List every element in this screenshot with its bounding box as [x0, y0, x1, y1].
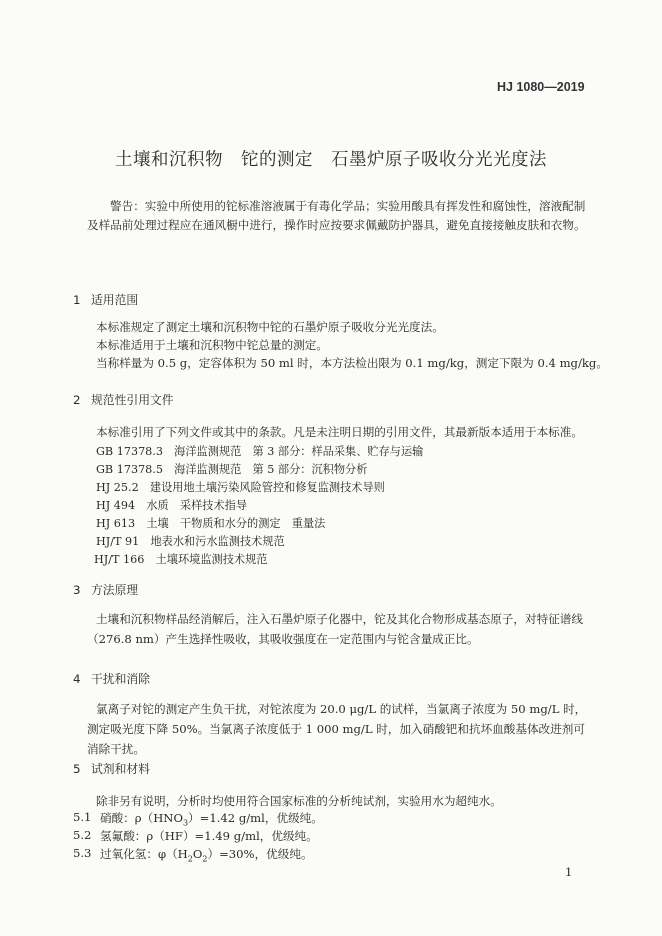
reagent-item	[100, 810, 323, 827]
section-number: 4	[73, 672, 81, 686]
section-title: 试剂和材料	[91, 762, 150, 776]
reagent-item	[100, 828, 318, 844]
page-number: 1	[565, 865, 573, 879]
section-number: 2	[73, 393, 81, 407]
reference-item: HJ/T 166 土壤环境监测技术规范	[94, 553, 268, 566]
section-5-heading	[73, 760, 150, 777]
section-3-paragraph	[87, 609, 592, 649]
section-4-paragraph	[87, 699, 592, 759]
warning-paragraph	[87, 197, 592, 235]
item-number: 5.3	[73, 846, 92, 860]
section-1-paragraph-3: 当称样量为 0.5 g，定容体积为 50 ml 时，本方法检出限为 0.1 mg/kg，测定下限为 0.4 mg/kg。	[96, 356, 608, 370]
section-title: 适用范围	[91, 293, 139, 307]
subscript: 3	[182, 818, 189, 828]
section-1-heading	[73, 291, 138, 308]
reference-item: HJ 613 土壤 干物质和水分的测定 重量法	[96, 517, 326, 530]
section-number: 3	[73, 583, 81, 597]
section-number: 5	[73, 762, 81, 776]
subscript: 2	[187, 854, 193, 864]
warning-text: 警告：实验中所使用的铊标准溶液属于有毒化学品；实验用酸具有挥发性和腐蚀性，溶液配制及样品前处理过程应在通风橱中进行，操作时应按要求佩戴防护器具，避免直接接触皮肤和衣物。	[87, 199, 586, 232]
section-2-heading	[73, 391, 174, 408]
section-4-text: 氯离子对铊的测定产生负干扰，对铊浓度为 20.0 μg/L 的试样，当氯离子浓度为 50 mg/L 时，测定吸光度下降 50%。当氯离子浓度低于 1 000 mg/L 时，加入硝酸钯和抗坏血酸基体改进剂可消除干扰。	[87, 702, 587, 756]
section-title: 干扰和消除	[91, 672, 150, 686]
subscript: 2	[202, 854, 208, 864]
section-1-paragraph-2: 本标准适用于土壤和沉积物中铊总量的测定。	[96, 338, 328, 352]
reagent-text: ）=30%，优级纯。	[207, 847, 313, 861]
standard-code: HJ 1080—2019	[497, 80, 585, 94]
section-3-heading	[73, 581, 138, 598]
section-title: 方法原理	[91, 583, 139, 597]
section-1-paragraph-1: 本标准规定了测定土壤和沉积物中铊的石墨炉原子吸收分光光度法。	[96, 320, 444, 334]
reagent-text: 氢氟酸：ρ（HF）=1.49 g/ml，优级纯。	[100, 829, 318, 843]
section-3-text: 土壤和沉积物样品经消解后，注入石墨炉原子化器中，铊及其化合物形成基态原子，对特征谱线（276.8 nm）产生选择性吸收，其吸收强度在一定范围内与铊含量成正比。	[87, 612, 583, 646]
reference-item: HJ 25.2 建设用地土壤污染风险管控和修复监测技术导则	[96, 481, 385, 494]
section-4-heading	[73, 670, 150, 687]
reference-item: GB 17378.5 海洋监测规范 第 5 部分：沉积物分析	[96, 463, 368, 476]
section-5-intro: 除非另有说明，分析时均使用符合国家标准的分析纯试剂，实验用水为超纯水。	[96, 794, 502, 808]
reagent-text: O	[192, 847, 203, 861]
reference-item: HJ 494 水质 采样技术指导	[96, 499, 248, 512]
section-title: 规范性引用文件	[91, 393, 174, 407]
reagent-text: 硝酸：ρ（HNO	[100, 811, 183, 825]
reagent-text: ）=1.42 g/ml，优级纯。	[188, 811, 323, 825]
item-number: 5.2	[73, 828, 92, 842]
reference-item: GB 17378.3 海洋监测规范 第 3 部分：样品采集、贮存与运输	[96, 445, 424, 458]
item-number: 5.1	[73, 810, 92, 824]
reference-item: HJ/T 91 地表水和污水监测技术规范	[96, 535, 285, 548]
reagent-item	[100, 846, 313, 863]
reagent-text: 过氧化氢：φ（H	[100, 847, 188, 861]
document-title: 土壤和沉积物 铊的测定 石墨炉原子吸收分光光度法	[115, 150, 547, 170]
section-number: 1	[73, 293, 81, 307]
section-2-intro: 本标准引用了下列文件或其中的条款。凡是未注明日期的引用文件，其最新版本适用于本标准。	[96, 425, 583, 439]
